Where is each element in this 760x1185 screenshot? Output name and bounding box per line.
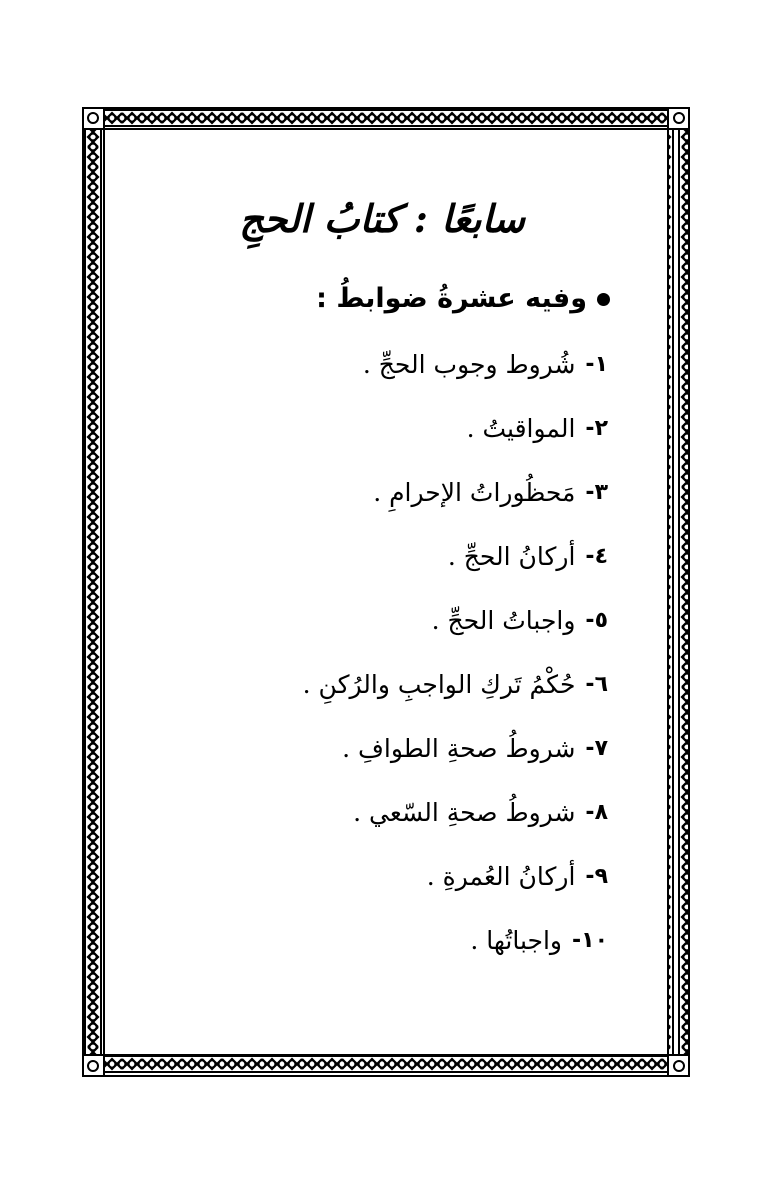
rule-number: ٣-: [585, 480, 608, 505]
rule-item-6: [303, 665, 608, 705]
rule-item-5: [432, 601, 608, 641]
rule-item-7: [342, 729, 608, 769]
page-content: [112, 137, 660, 1047]
intro-text: وفيه عشرةُ ضوابطُ :: [316, 283, 587, 314]
rule-text: واجباتُ الحجِّ .: [431, 606, 576, 635]
intro-line: [316, 279, 610, 319]
rule-number: ١-: [585, 352, 608, 377]
rule-text: المواقيتُ .: [466, 414, 576, 443]
rule-item-1: [363, 345, 608, 385]
rule-item-9: [427, 857, 608, 897]
rule-number: ٢-: [585, 416, 608, 441]
rule-item-10: [470, 921, 608, 961]
rule-number: ٧-: [585, 736, 608, 761]
rule-text: واجباتُها .: [470, 926, 562, 955]
rule-text: مَحظُوراتُ الإحرامِ .: [373, 478, 576, 507]
rule-number: ٨-: [585, 800, 608, 825]
rule-number: ٩-: [585, 864, 608, 889]
rule-item-8: [353, 793, 608, 833]
rule-item-2: [467, 409, 608, 449]
rule-number: ١٠-: [572, 928, 608, 953]
rule-text: أركانُ الحجِّ .: [447, 542, 576, 571]
ornamental-page-frame: [82, 107, 690, 1077]
rule-text: شروطُ صحةِ السّعي .: [353, 798, 576, 827]
rule-text: أركانُ العُمرةِ .: [426, 862, 576, 891]
rule-number: ٥-: [585, 608, 608, 633]
chapter-title: سابعًا : كتابُ الحجِ: [239, 196, 525, 241]
rule-number: ٦-: [585, 672, 608, 697]
rule-text: شروطُ صحةِ الطوافِ .: [342, 734, 576, 763]
rule-item-4: [448, 537, 608, 577]
rule-text: حُكْمُ تَركِ الواجبِ والرُكنِ .: [302, 670, 576, 699]
bullet-dot-icon: [597, 293, 610, 306]
rule-text: شُروط وجوب الحجِّ .: [362, 350, 576, 379]
rule-number: ٤-: [585, 544, 608, 569]
rule-item-3: [373, 473, 608, 513]
